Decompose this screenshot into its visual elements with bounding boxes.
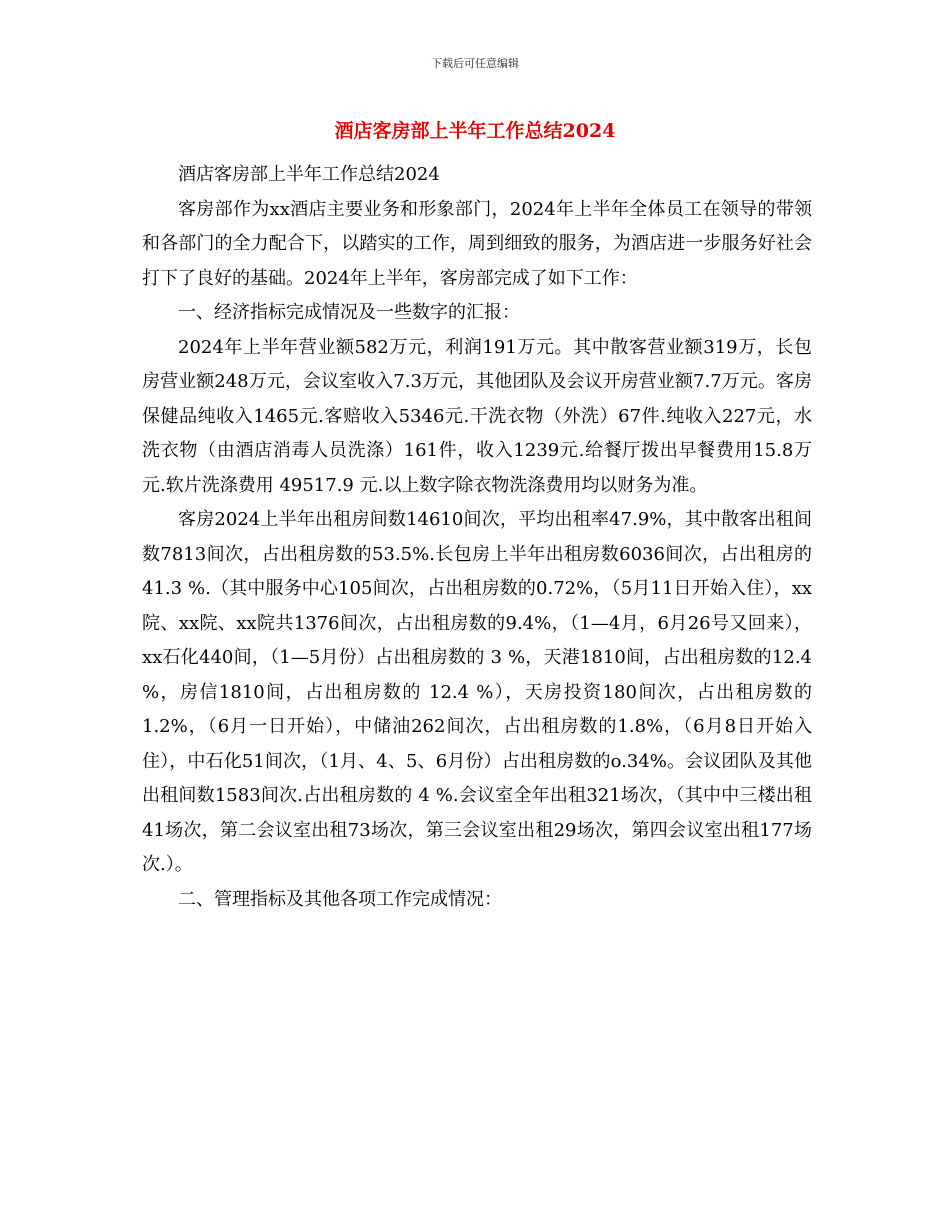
paragraph-subtitle: 酒店客房部上半年工作总结2024 xyxy=(178,164,440,185)
document-body xyxy=(142,158,812,917)
paragraph-occupancy: 客房2024上半年出租房间数14610间次，平均出租率47.9%，其中散客出租间数7813间次，占出租房数的53.5%.长包房上半年出租房数6036间次，占出租房的 41.3 %.（其中服务中心105间次，占出租房数的0.72%，（5月11日开始入住），xx院、xx院、xx院共1376间次，占出租房数的9.4%，（1—4月，6月26号又回来），xx石化440间，（1—5月份）占出租房数的 3 %，天港1810间，占出租房数的12.4 %，房信1810间，占出租房数的 12.4 %），天房投资180间次，占出租房数的1.2%，（6月一日开始），中储油262间次，占出租房数的1.8%，（6月8日开始入住），中石化51间次，（1月、4、5、6月份）占出租房数的o.34%。会议团队及其他出租间数1583间次.占出租房数的 4 %.会议室全年出租321场次，（其中中三楼出租41场次，第二会议室出租73场次，第三会议室出租29场次，第四会议室出租177场次.）。 xyxy=(142,509,812,875)
section-heading-economic: 一、经济指标完成情况及一些数字的汇报： xyxy=(178,302,520,323)
header-note: 下载后可任意编辑 xyxy=(431,57,519,70)
section-heading-management: 二、管理指标及其他各项工作完成情况： xyxy=(178,888,502,910)
paragraph-revenue: 2024年上半年营业额582万元，利润191万元。其中散客营业额319万，长包房营业额248万元，会议室收入7.3万元，其他团队及会议开房营业额7.7万元。客房保健品纯收入1465元.客赔收入5346元.干洗衣物（外洗）67件.纯收入227元，水洗衣物（由酒店消毒人员洗涤）161件，收入1239元.给餐厅拨出早餐费用15.8万元.软片洗涤费用 49517.9 元.以上数字除衣物洗涤费用均以财务为准。 xyxy=(142,336,812,496)
document-title: 酒店客房部上半年工作总结2024 xyxy=(334,120,616,142)
paragraph-intro: 客房部作为xx酒店主要业务和形象部门，2024年上半年全体员工在领导的带领和各部门的全力配合下，以踏实的工作，周到细致的服务，为酒店进一步服务好社会打下了良好的基础。2024年上半年，客房部完成了如下工作： xyxy=(142,198,812,289)
